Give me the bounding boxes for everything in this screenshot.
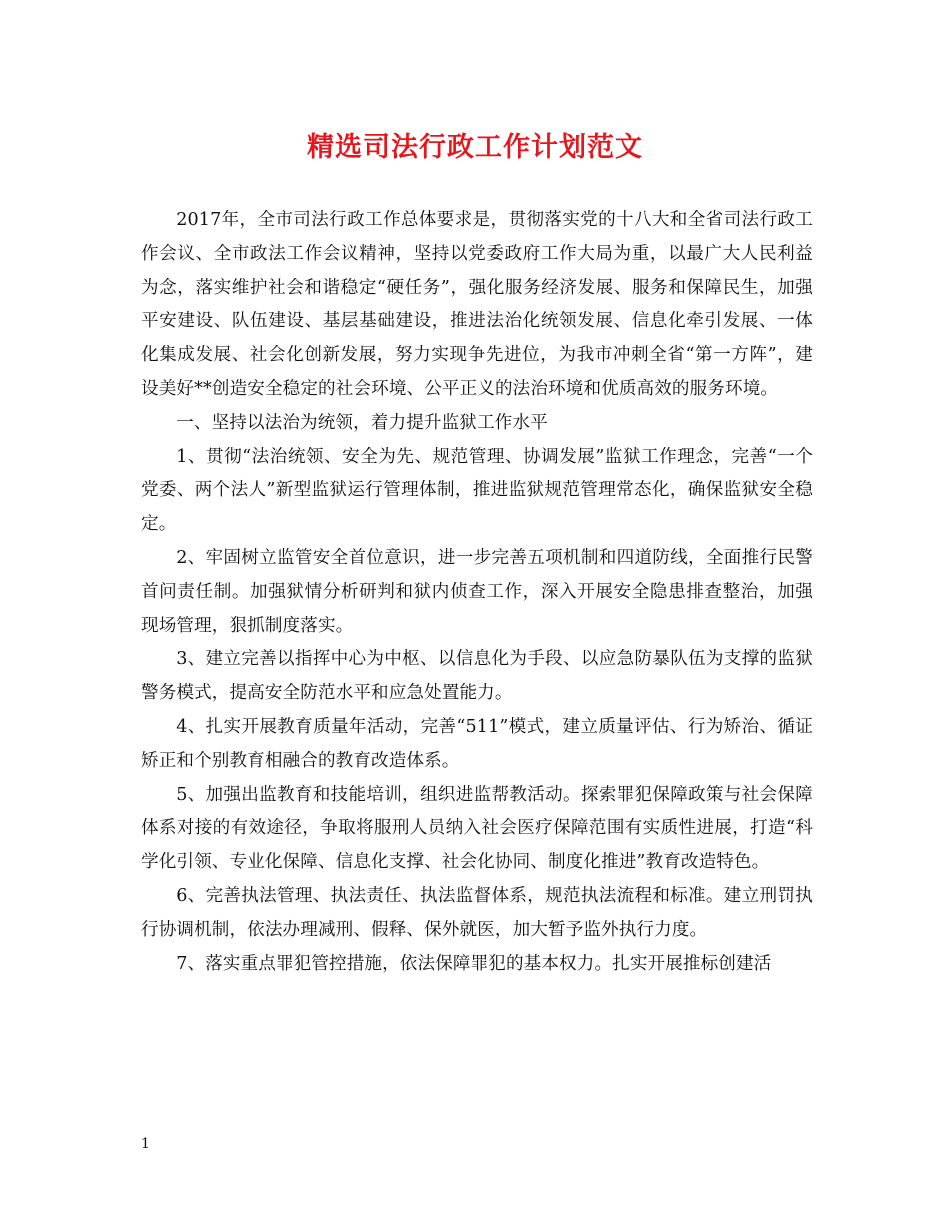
paragraph-item-6: 6、完善执法管理、执法责任、执法监督体系，规范执法流程和标准。建立刑罚执行协调机制，依法办理减刑、假释、保外就医，加大暂予监外执行力度。 <box>141 885 813 940</box>
paragraph-item-1: 1、贯彻“法治统领、安全为先、规范管理、协调发展”监狱工作理念，完善“一个党委、两个法人”新型监狱运行管理体制，推进监狱规范管理常态化，确保监狱安全稳定。 <box>141 446 813 535</box>
paragraph-item-7: 7、落实重点罪犯管控措施，依法保障罪犯的基本权力。扎实开展推标创建活 <box>176 953 772 974</box>
paragraph-item-2: 2、牢固树立监管安全首位意识，进一步完善五项机制和四道防线，全面推行民警首问责任制。加强狱情分析研判和狱内侦查工作，深入开展安全隐患排查整治，加强现场管理，狠抓制度落实。 <box>141 547 813 636</box>
document-body <box>141 204 813 981</box>
paragraph-intro: 2017年，全市司法行政工作总体要求是，贯彻落实党的十八大和全省司法行政工作会议、全市政法工作会议精神，坚持以党委政府工作大局为重，以最广大人民利益为念，落实维护社会和谐稳定“硬任务”，强化服务经济发展、服务和保障民生，加强平安建设、队伍建设、基层基础建设，推进法治化统领发展、信息化牵引发展、一体化集成发展、社会化创新发展，努力实现争先进位，为我市冲刺全省“第一方阵”，建设美好**创造安全稳定的社会环境、公平正义的法治环境和优质高效的服务环境。 <box>141 210 813 399</box>
paragraph-item-4: 4、扎实开展教育质量年活动，完善“511”模式，建立质量评估、行为矫治、循证矫正和个别教育相融合的教育改造体系。 <box>141 716 813 771</box>
document-title: 精选司法行政工作计划范文 <box>307 132 643 163</box>
section-heading-1: 一、坚持以法治为统领，着力提升监狱工作水平 <box>176 412 548 433</box>
page-number: 1 <box>141 1136 150 1152</box>
paragraph-item-3: 3、建立完善以指挥中心为中枢、以信息化为手段、以应急防暴队伍为支撑的监狱警务模式，提高安全防范水平和应急处置能力。 <box>141 649 813 704</box>
paragraph-item-5: 5、加强出监教育和技能培训，组织进监帮教活动。探索罪犯保障政策与社会保障体系对接的有效途径，争取将服刑人员纳入社会医疗保障范围有实质性进展，打造“科学化引领、专业化保障、信息化支撑、社会化协同、制度化推进”教育改造特色。 <box>141 784 813 873</box>
